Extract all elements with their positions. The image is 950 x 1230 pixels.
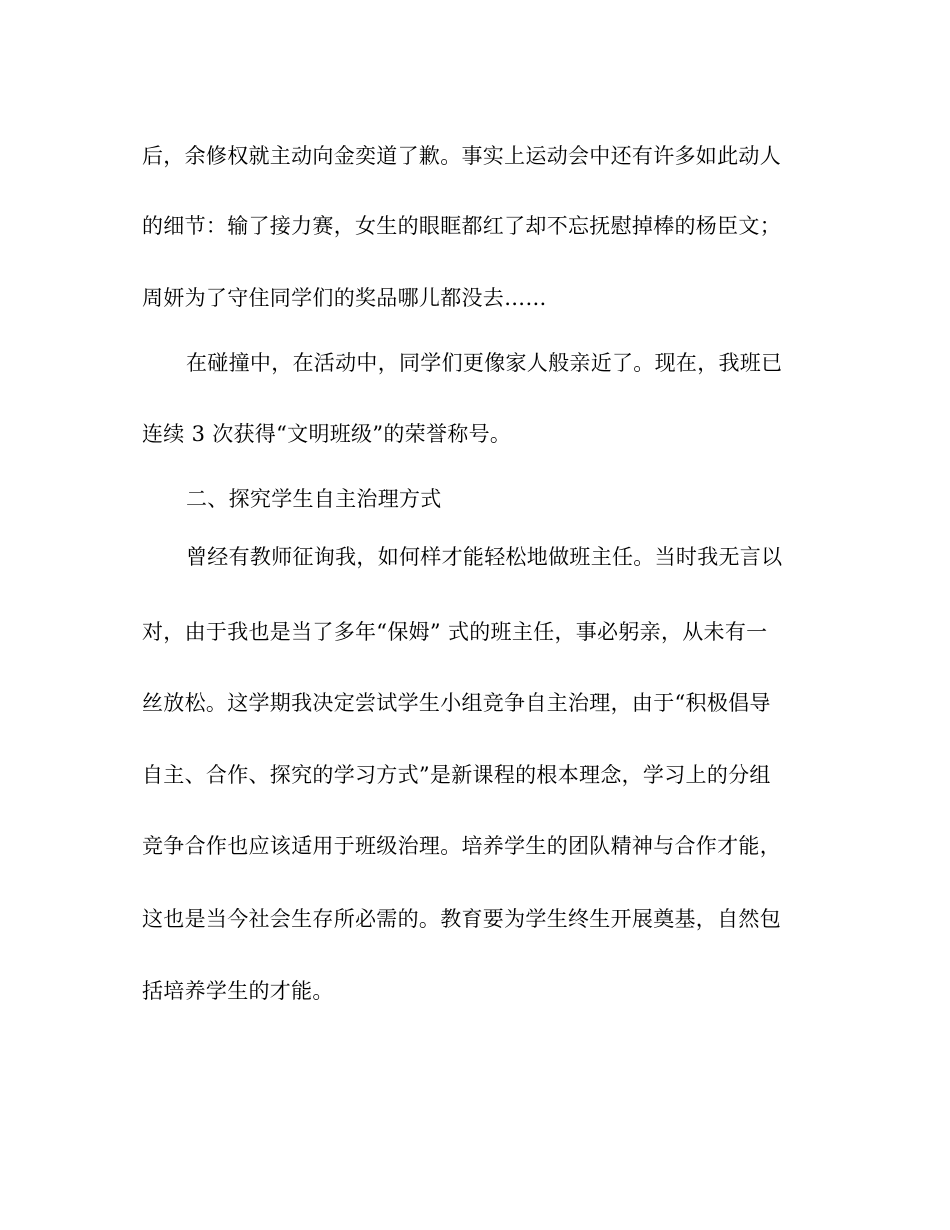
paragraph-line-11: 竞争合作也应该适用于班级治理。培养学生的团队精神与合作才能， xyxy=(142,834,781,858)
paragraph-line-5: 连续 3 次获得“文明班级”的荣誉称号。 xyxy=(142,422,512,446)
section-heading: 二、探究学生自主治理方式 xyxy=(186,487,442,511)
paragraph-line-7: 曾经有教师征询我，如何样才能轻松地做班主任。当时我无言以 xyxy=(186,545,783,569)
paragraph-line-12: 这也是当今社会生存所必需的。教育要为学生终生开展奠基，自然包 xyxy=(142,907,781,931)
paragraph-line-1: 后，余修权就主动向金奕道了歉。事实上运动会中还有许多如此动人 xyxy=(142,144,781,168)
paragraph-line-2: 的细节：输了接力赛，女生的眼眶都红了却不忘抚慰掉棒的杨臣文； xyxy=(142,214,781,238)
paragraph-line-4: 在碰撞中，在活动中，同学们更像家人般亲近了。现在，我班已 xyxy=(186,351,783,375)
paragraph-line-10: 自主、合作、探究的学习方式”是新课程的根本理念，学习上的分组 xyxy=(142,763,771,787)
paragraph-line-3: 周妍为了守住同学们的奖品哪儿都没去…… xyxy=(142,286,547,310)
paragraph-line-8: 对，由于我也是当了多年“保姆” 式的班主任，事必躬亲，从未有一 xyxy=(142,620,768,644)
paragraph-line-9: 丝放松。这学期我决定尝试学生小组竞争自主治理，由于“积极倡导 xyxy=(142,691,771,715)
paragraph-line-13: 括培养学生的才能。 xyxy=(142,979,334,1003)
